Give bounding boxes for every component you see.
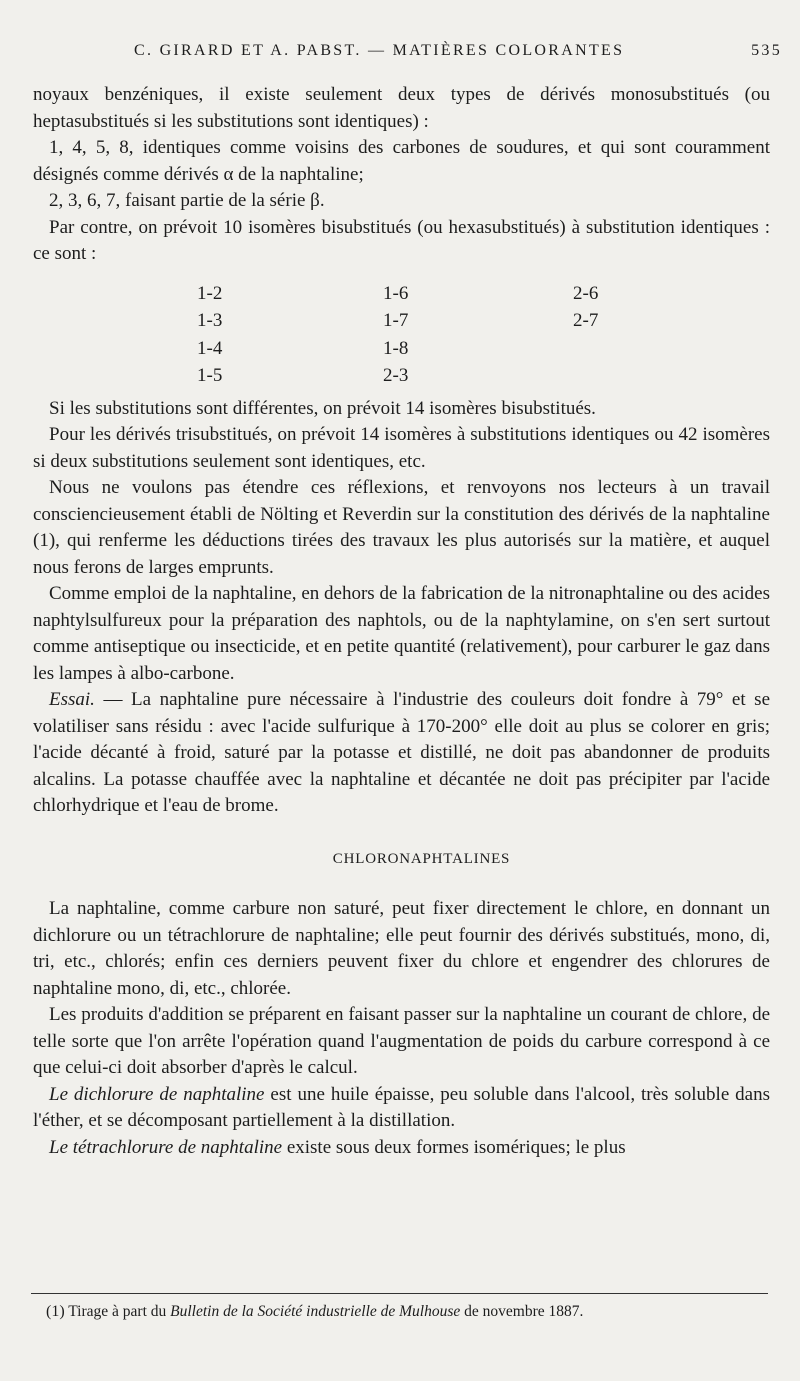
isomer-column-2 <box>383 280 408 390</box>
isomer-column-1 <box>197 280 222 390</box>
paragraph: Si les substitutions sont différentes, on prévoit 14 isomères bisubstitués. <box>49 397 596 419</box>
table-cell: 2-7 <box>573 310 599 331</box>
paragraph: La naphtaline, comme carbure non saturé, peut fixer directement le chlore, en donnant un dichlorure ou un tétrachlorure de naphtaline; elle peut fournir des dérivés substitués, mono, di, tri, etc., chlorés; enfin ces derniers peuvent fixer du chlore et engendrer des chlorures de naphtaline mono, di, etc., chlorée. <box>33 898 770 999</box>
tetrachlorure-label: Le tétrachlorure de naphtaline <box>49 1136 283 1158</box>
paragraph-tetrachlorure <box>33 1135 770 1162</box>
paragraph: 2, 3, 6, 7, faisant partie de la série β. <box>49 190 325 211</box>
page-number: 535 <box>751 42 782 59</box>
table-cell: 1-6 <box>383 282 409 304</box>
table-cell: 2-6 <box>573 282 599 304</box>
footnote-journal: Bulletin de la Société industrielle de Mulhouse <box>170 1303 461 1320</box>
table-cell: 1-2 <box>197 282 223 304</box>
paragraph-essai <box>33 687 770 820</box>
table-cell: 1-5 <box>197 365 223 386</box>
dichlorure-label: Le dichlorure de naphtaline <box>49 1083 265 1105</box>
isomer-column-3 <box>573 280 598 335</box>
table-cell: 2-3 <box>383 365 409 386</box>
paragraph: Les produits d'addition se préparent en faisant passer sur la naphtaline un courant de chlore, de telle sorte que l'on arrête l'opération quand l'augmentation de poids du carbure correspond à ce que celui-ci doit absorber d'après le calcul. <box>33 1004 770 1078</box>
paragraph-text: est une huile épaisse, peu soluble dans l'alcool, très soluble dans l'éther, et se décomposant partiellement à la distillation. <box>33 1083 771 1131</box>
table-cell: 1-3 <box>197 310 223 331</box>
footnote-marker: (1) <box>46 1303 65 1320</box>
footnote <box>46 1303 766 1321</box>
paragraph: 1, 4, 5, 8, identiques comme voisins des carbones de soudures, et qui sont couramment désignés comme dérivés α de la naphtaline; <box>33 137 770 185</box>
table-cell: 1-7 <box>383 310 409 331</box>
footnote-text: Tirage à part du <box>64 1303 171 1320</box>
paragraph-dichlorure <box>33 1082 770 1135</box>
paragraph: Comme emploi de la naphtaline, en dehors de la fabrication de la nitronaphtaline ou des acides naphtylsulfureux pour la préparation des naphtols, ou de la naphtylamine, on s'en sert surtout comme antiseptique ou insecticide, et en petite quantité (relativement), pour carburer le gaz dans les lampes à albo-carbone. <box>33 583 770 684</box>
paragraph: Par contre, on prévoit 10 isomères bisubstitués (ou hexasubstitués) à substitution identiques : ce sont : <box>33 216 770 264</box>
paragraph-text: existe sous deux formes isomériques; le plus <box>282 1136 626 1158</box>
running-title: C. GIRARD ET A. PABST. — MATIÈRES COLORANTES <box>134 42 625 59</box>
isomer-table <box>33 280 770 390</box>
paragraph: noyaux benzéniques, il existe seulement deux types de dérivés monosubstitués (ou heptasubstitués si les substitutions sont identiques) : <box>33 84 770 132</box>
section-title: CHLORONAPHTALINES <box>332 850 511 867</box>
table-cell: 1-8 <box>383 337 409 359</box>
body-text <box>33 82 770 1161</box>
table-cell: 1-4 <box>197 337 223 359</box>
footnote-divider <box>31 1293 768 1294</box>
footnote-text-end: de novembre 1887. <box>460 1303 584 1320</box>
paragraph: Nous ne voulons pas étendre ces réflexions, et renvoyons nos lecteurs à un travail consciencieusement établi de Nölting et Reverdin sur la constitution des dérivés de la naphtaline (1), qui renferme les déductions tirées des travaux les plus autorisés sur la matière, et auquel nous ferons de larges emprunts. <box>33 477 770 578</box>
paragraph-text: — La naphtaline pure nécessaire à l'industrie des couleurs doit fondre à 79° et se volatiliser sans résidu : avec l'acide sulfurique à 170-200° elle doit au plus se colorer en gris; l'acide décanté à froid, saturé par la potasse et distillé, ne doit pas abandonner de produits alcalins. La potasse chauffée avec la naphtaline et décantée ne doit pas précipiter par l'acide chlorhydrique et l'eau de brome. <box>33 689 770 816</box>
essai-label: Essai. <box>49 689 95 710</box>
running-header <box>0 42 800 72</box>
paragraph: Pour les dérivés trisubstitués, on prévoit 14 isomères à substitutions identiques ou 42 isomères si deux substitutions seulement sont identiques, etc. <box>33 424 770 472</box>
